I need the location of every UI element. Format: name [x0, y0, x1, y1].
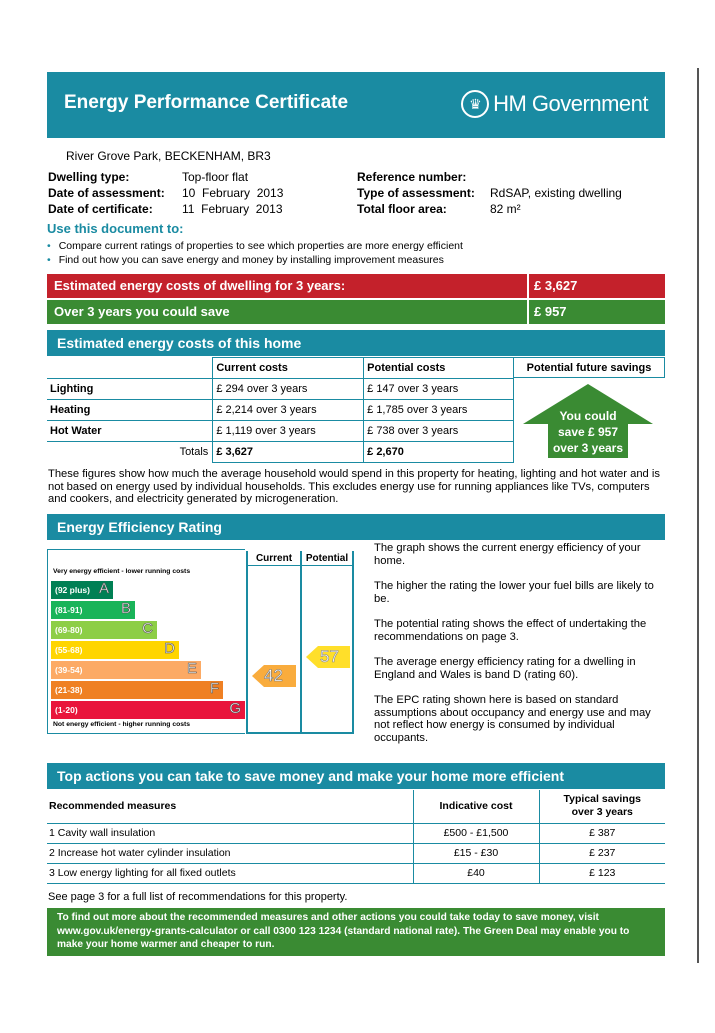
detail-value: RdSAP, existing dwelling: [490, 186, 622, 200]
list-item: • Compare current ratings of properties to see which properties are more energy efficient: [47, 240, 463, 252]
column-divider: [352, 551, 354, 734]
column-header-rule: [246, 565, 354, 566]
cost-cell: £15 - £30: [413, 843, 539, 863]
measure-cell: 3 Low energy lighting for all fixed outlets: [47, 863, 413, 883]
detail-label: Reference number:: [357, 170, 467, 184]
table-corner: [47, 358, 213, 379]
detail-row: [48, 202, 348, 218]
certificate-title: Energy Performance Certificate: [64, 92, 349, 113]
table-row: [47, 843, 665, 863]
bullet-icon: •: [47, 254, 51, 266]
details-left: [48, 170, 348, 218]
property-address: River Grove Park, BECKENHAM, BR3: [66, 149, 271, 163]
royal-crest-icon: ♛: [461, 90, 489, 118]
cost-cell: £40: [413, 863, 539, 883]
chart-bottom-rule: [246, 732, 354, 734]
arrow-text: You could save £ 957 over 3 years: [552, 409, 624, 455]
paragraph: The graph shows the current energy efficiency of your home.: [374, 542, 641, 567]
cost-cell: £500 - £1,500: [413, 823, 539, 843]
totals-row: [47, 442, 514, 463]
savings-cell: £ 387: [539, 823, 665, 843]
paragraph: The EPC rating shown here is based on standard assumptions about occupancy and energy use and may not reflect how energy is consumed by individual occupants.: [374, 694, 651, 744]
column-header-current: Current costs: [213, 358, 364, 379]
footer-info-box: To find out more about the recommended measures and other actions you could take today to save money, visit www.gov.uk/energy-grants-calculator or call 0300 123 1234 (standard national rate). The Green Deal may enable you to make your home warmer and cheaper to run.: [47, 908, 665, 956]
paragraph: The average energy efficiency rating for a dwelling in England and Wales is band D (rating 60).: [374, 656, 636, 681]
divider: [527, 274, 529, 298]
use-document-title: Use this document to:: [47, 221, 184, 236]
band-e: (39-54) E: [51, 661, 201, 679]
estimated-costs-label: Estimated energy costs of dwelling for 3 years:: [54, 278, 346, 293]
detail-value: 11 February 2013: [182, 202, 283, 216]
table-row: [47, 379, 514, 400]
column-header-future-savings: Potential future savings: [514, 357, 665, 378]
energy-costs-section-title: Estimated energy costs of this home: [47, 330, 665, 356]
detail-row: [48, 186, 348, 202]
totals-label: Totals: [47, 442, 213, 463]
band-a: (92 plus) A: [51, 581, 113, 599]
estimated-costs-bar: [47, 274, 665, 298]
row-label: Heating: [47, 400, 213, 421]
table-header-row: [47, 790, 665, 823]
page-edge-rule: [697, 68, 699, 963]
potential-column-header: Potential: [305, 553, 349, 564]
table-row: [47, 400, 514, 421]
estimated-costs-value: £ 3,627: [534, 278, 578, 293]
savings-arrow: [523, 384, 653, 458]
detail-label: Type of assessment:: [357, 186, 475, 200]
current-cost-cell: £ 294 over 3 years: [213, 379, 364, 400]
table-row: [47, 421, 514, 442]
scale-bottom-label: Not energy efficient - higher running costs: [53, 721, 191, 728]
savings-label: Over 3 years you could save: [54, 304, 230, 319]
current-rating-value: 42: [264, 666, 283, 685]
use-document-list: [47, 240, 463, 268]
table-row: [47, 823, 665, 843]
detail-row: [357, 170, 657, 186]
top-actions-title: Top actions you can take to save money and make your home more efficient: [47, 763, 665, 789]
paragraph: The higher the rating the lower your fuel bills are likely to be.: [374, 580, 654, 605]
measure-cell: 2 Increase hot water cylinder insulation: [47, 843, 413, 863]
details-right: [357, 170, 657, 218]
hm-government-logo: [461, 90, 648, 118]
costs-note: These figures show how much the average household would spend in this property for heating, lighting and hot water and is not based on energy used by individual households. This excludes energy use for running appliances like TVs, computers and cookers, and electricity generated by microgeneration.: [48, 468, 660, 505]
totals-potential: £ 2,670: [364, 442, 514, 463]
band-f: (21-38) F: [51, 681, 223, 699]
band-c: (69-80) C: [51, 621, 157, 639]
table-row: [47, 863, 665, 883]
see-page-note: See page 3 for a full list of recommendations for this property.: [48, 891, 348, 903]
column-header-potential: Potential costs: [364, 358, 514, 379]
column-header-measures: Recommended measures: [47, 790, 413, 823]
potential-rating-value: 57: [320, 647, 339, 666]
detail-row: [357, 186, 657, 202]
totals-current: £ 3,627: [213, 442, 364, 463]
detail-value: 82 m²: [490, 202, 521, 216]
detail-label: Date of assessment:: [48, 186, 165, 200]
certificate-header: [47, 72, 665, 138]
potential-savings-bar: [47, 300, 665, 324]
paragraph: The potential rating shows the effect of undertaking the recommendations on page 3.: [374, 618, 647, 643]
detail-value: 10 February 2013: [182, 186, 284, 200]
scale-top-label: Very energy efficient - lower running costs: [53, 568, 191, 575]
table-header-row: [47, 358, 514, 379]
divider: [527, 300, 529, 324]
recommended-measures-table: [47, 790, 665, 884]
savings-cell: £ 123: [539, 863, 665, 883]
savings-cell: £ 237: [539, 843, 665, 863]
column-divider: [246, 551, 248, 734]
current-column-header: Current: [255, 553, 293, 564]
efficiency-section-title: Energy Efficiency Rating: [47, 514, 665, 540]
column-header-cost: Indicative cost: [413, 790, 539, 823]
bullet-icon: •: [47, 240, 51, 252]
band-b: (81-91) B: [51, 601, 135, 619]
efficiency-explanation: [374, 542, 666, 744]
detail-label: Dwelling type:: [48, 170, 130, 184]
column-header-savings: Typical savings over 3 years: [539, 790, 665, 823]
row-label: Lighting: [47, 379, 213, 400]
detail-row: [48, 170, 348, 186]
savings-value: £ 957: [534, 304, 567, 319]
current-cost-cell: £ 2,214 over 3 years: [213, 400, 364, 421]
potential-cost-cell: £ 147 over 3 years: [364, 379, 514, 400]
measure-cell: 1 Cavity wall insulation: [47, 823, 413, 843]
current-cost-cell: £ 1,119 over 3 years: [213, 421, 364, 442]
band-g: (1-20) G: [51, 701, 245, 719]
detail-label: Total floor area:: [357, 202, 447, 216]
band-d: (55-68) D: [51, 641, 179, 659]
epc-rating-chart: [47, 549, 355, 741]
energy-costs-table: [47, 357, 514, 463]
detail-row: [357, 202, 657, 218]
detail-value: Top-floor flat: [182, 170, 249, 184]
detail-label: Date of certificate:: [48, 202, 153, 216]
column-divider: [300, 551, 302, 734]
potential-cost-cell: £ 738 over 3 years: [364, 421, 514, 442]
row-label: Hot Water: [47, 421, 213, 442]
list-item: • Find out how you can save energy and money by installing improvement measures: [47, 254, 444, 266]
hm-government-label: HM Government: [493, 91, 648, 116]
potential-cost-cell: £ 1,785 over 3 years: [364, 400, 514, 421]
